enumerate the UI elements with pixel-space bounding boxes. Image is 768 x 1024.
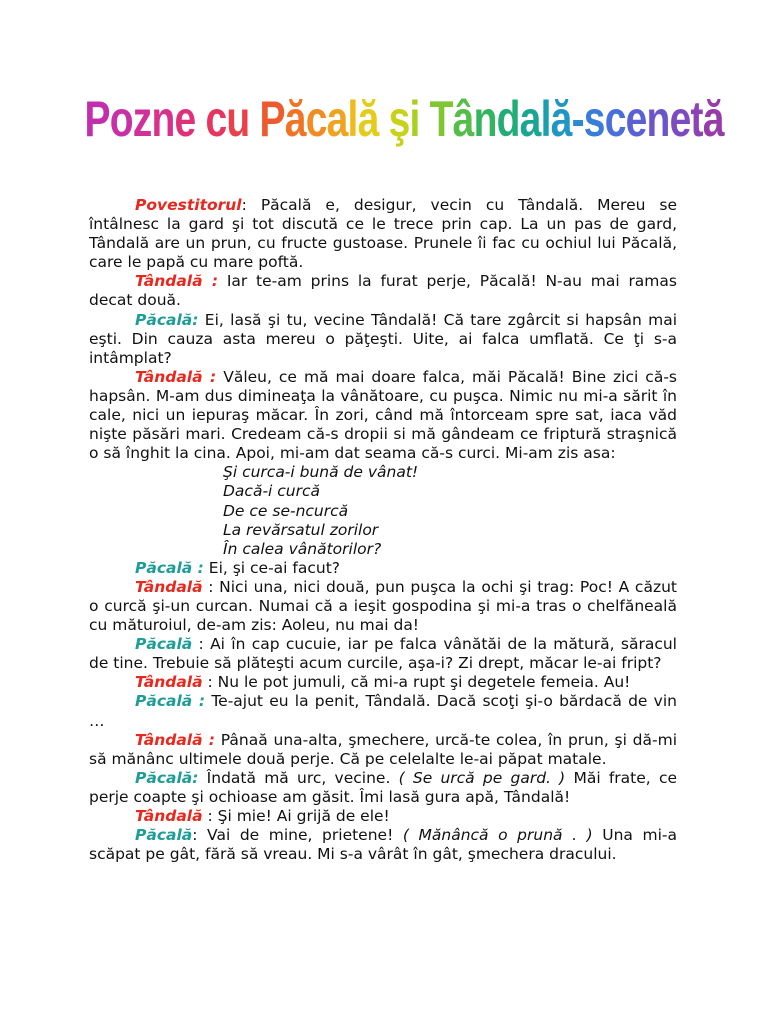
title-letter: e xyxy=(625,91,647,147)
speech-text: Pânaă una-alta, şmechere, urcă-te colea, în prun, şi dă-mi să mănânc ultimele două perje. Că pe celelalte le-ai păpat matale. xyxy=(89,730,678,768)
title-letter: a xyxy=(519,91,541,147)
paragraph-line xyxy=(89,578,677,635)
speaker-label: Păcală: xyxy=(135,768,199,787)
paragraph-line xyxy=(89,635,677,673)
title-letter: - xyxy=(571,91,584,147)
verse-line: La revărsatul zorilor xyxy=(223,520,379,539)
title-letter: d xyxy=(496,91,520,147)
title-letter: e xyxy=(669,91,691,147)
title-letter xyxy=(379,90,389,148)
title-letter: a xyxy=(326,91,348,147)
speech-text: Ei, şi ce-ai facut? xyxy=(203,558,341,577)
paragraph-line xyxy=(89,311,677,368)
verse-line: Şi curca-i bună de vânat! xyxy=(223,463,419,482)
speech-text: Văleu, ce mă mai doare falca, măi Păcală! Bine zici că-s hapsân. M-am dus dimineaţa la vânătoare, cu puşca. Nimic nu mi-a sărit în cale, nici un iepuraş măcar. În zori, când mă întorceam spre sat, iaca văd nişte păsări mari. Credeam că-s dropii si mă gândeam ce friptură straşnică o să înghit la cina. Apoi, mi-am dat seama că-s curci. Mi-am zis asa: xyxy=(89,367,677,463)
title-letter: ş xyxy=(388,91,410,147)
title-letter: l xyxy=(347,91,358,147)
speaker-label: Păcală : xyxy=(135,558,204,577)
speaker-label: Tândală : xyxy=(135,730,215,749)
paragraph-line xyxy=(89,731,677,769)
title-letter xyxy=(249,90,259,148)
paragraph-line xyxy=(89,826,677,864)
title-letter: c xyxy=(205,91,227,147)
verse-line: De ce se-ncurcă xyxy=(223,501,349,520)
speaker-label: Păcală : xyxy=(135,692,206,711)
title-letter xyxy=(420,90,430,148)
title-letter: i xyxy=(409,91,420,147)
play-text xyxy=(89,196,677,864)
title-letter: e xyxy=(174,91,196,147)
speech-text: : Şi mie! Ai grijă de ele! xyxy=(202,807,390,825)
speech-text: : Ai în cap cucuie, iar pe falca vânătăi de la mătură, săracul de tine. Trebuie să plăteşti acum curcile, aşa-i? Zi drept, măcar le-ai fript? xyxy=(89,635,677,673)
speech-text: Te-ajut eu la penit, Tândală. Dacă scoţi şi-o bărdacă de vin … xyxy=(89,692,677,730)
title-letter: n xyxy=(646,91,670,147)
title-letter: ă xyxy=(357,91,379,147)
speech-text: : Vai de mine, prietene! xyxy=(192,826,403,845)
paragraph-line xyxy=(89,368,677,463)
speaker-label: Păcală xyxy=(135,826,193,845)
verse-line: Dacă-i curcă xyxy=(223,482,321,501)
speaker-label: Tândală : xyxy=(135,272,219,291)
speaker-label: Tândală xyxy=(135,673,203,692)
paragraph-line xyxy=(89,673,677,692)
title-letter: n xyxy=(151,91,175,147)
speaker-label: Păcală xyxy=(135,635,193,654)
speech-text: Una mi-a scăpat pe gât, fără să vreau. Mi s-a vârât în gât, şmechera dracului. xyxy=(89,826,677,864)
paragraph-line xyxy=(89,272,677,310)
title-letter: o xyxy=(109,91,133,147)
title-letter: l xyxy=(540,91,551,147)
speaker-label: Păcală: xyxy=(135,310,199,329)
speaker-label: Povestitorul xyxy=(135,196,242,214)
verse-line: În calea vânătorilor? xyxy=(223,539,382,558)
paragraph-line xyxy=(89,559,677,578)
speech-text: Iar te-am prins la furat perje, Păcală! N-au mai ramas decat două. xyxy=(89,272,677,310)
title-letter: t xyxy=(690,91,703,147)
title-letter: ă xyxy=(550,91,572,147)
title-letter: ă xyxy=(702,91,724,147)
speech-text: Păcală e, desigur, vecin cu Tândală. Mereu se întâlnesc la gard şi tot discută ce le trece prin cap. La un pas de gard, Tândală are un prun, cu fructe gustoase. Prunele îi fac cu ochiul lui Păcală, care le papă cu mare poftă. xyxy=(89,196,678,272)
speaker-label: Tândală xyxy=(135,577,203,596)
speech-text: : Nu le pot jumuli, că mi-a rupt şi degetele femeia. Au! xyxy=(202,673,631,692)
title-letter: u xyxy=(226,91,250,147)
speech-text: Ei, lasă şi tu, vecine Tândală! Că tare zgârcit si hapsân mai eşti. Din cauza asta mereu o păţeşti. Uite, ai falca umflată. Ce ţi s-a intâmplat? xyxy=(89,310,678,367)
paragraph-line xyxy=(89,807,677,826)
paragraph-narrator: Povestitorul: Păcală e, desigur, vecin cu Tândală. Mereu se întâlnesc la gard şi tot discută ce le trece prin cap. La un pas de gard, Tândală are un prun, cu fructe gustoase. Prunele îi fac cu ochiul lui Păcală, care le papă cu mare poftă. xyxy=(89,196,678,272)
title-letter: c xyxy=(604,91,626,147)
title-letter xyxy=(195,90,205,148)
title-letter: P xyxy=(259,91,285,147)
dialogue-block xyxy=(89,559,677,865)
title-letter: z xyxy=(132,91,152,147)
title-letter: â xyxy=(452,91,474,147)
speech-text: Îndată mă urc, vecine. xyxy=(198,768,399,787)
speaker-label: Tândală xyxy=(135,807,203,825)
title-letter: ă xyxy=(284,91,306,147)
title-letter: P xyxy=(84,91,110,147)
stage-direction: ( Se urcă pe gard. ) xyxy=(398,768,566,787)
paragraph-line xyxy=(89,692,677,730)
speech-text: : Nici una, nici două, pun puşca la ochi şi trag: Poc! A căzut o curcă şi-un curcan. Numai că a ieşit gospodina şi mi-a tras o chelfăneală cu măturoiul, de-am zis: Aoleu, nu mai da! xyxy=(89,577,677,635)
title-letter: T xyxy=(429,91,453,147)
paragraph-line xyxy=(89,769,677,807)
stage-direction: ( Mănâncă o prună . ) xyxy=(402,826,593,845)
speaker-label: Tândală : xyxy=(135,367,217,386)
title-letter: s xyxy=(583,91,605,147)
title-letter: c xyxy=(305,91,327,147)
page-title xyxy=(84,90,724,148)
title-letter: n xyxy=(473,91,497,147)
speech-text: Măi frate, ce perje coapte şi ochioase am găsit. Îmi lasă gura apă, Tândală! xyxy=(89,768,677,806)
